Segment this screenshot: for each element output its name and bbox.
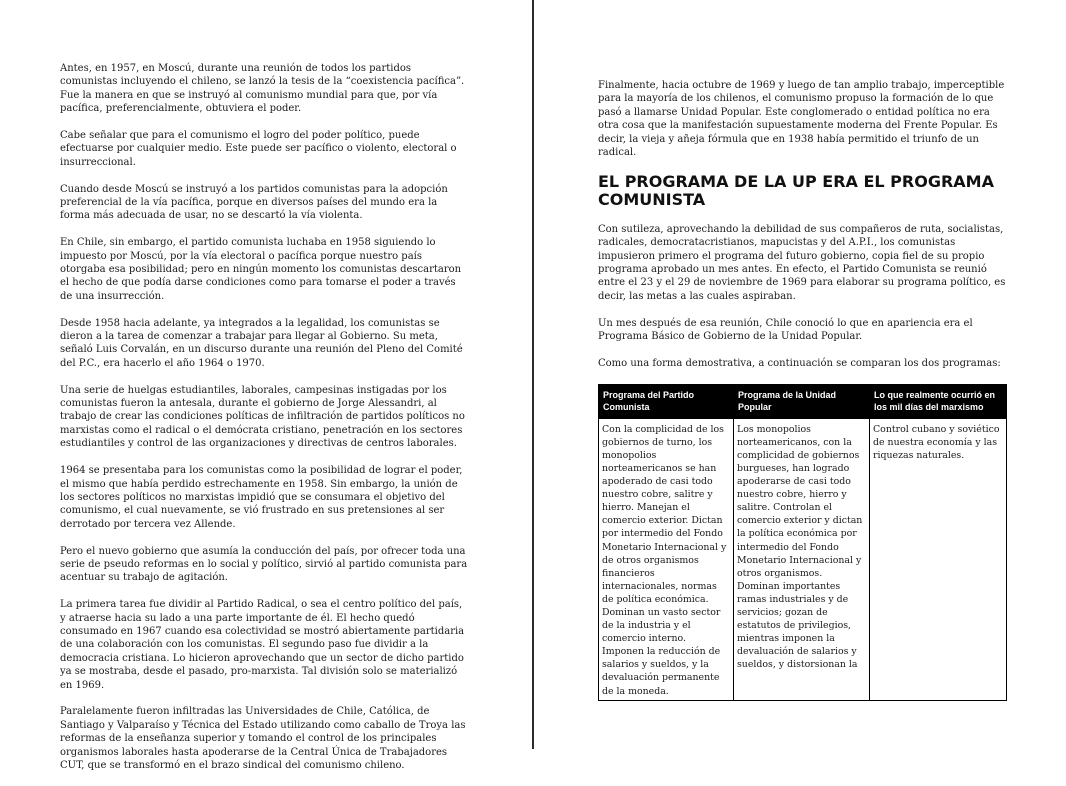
paragraph: Antes, en 1957, en Moscú, durante una reunión de todos los partidos comunistas incluyendo el chileno, se lanzó la tesis de la “coexistencia pacífica”. Fue la manera en que se instruyó al comunismo mundial para que, por vía pacífica, preferencialmente, obtuviera el poder. — [60, 63, 465, 115]
paragraph: Un mes después de esa reunión, Chile conoció lo que en apariencia era el Programa Básico de Gobierno de la Unidad Popular. — [598, 317, 973, 343]
paragraph: Pero el nuevo gobierno que asumía la conducción del país, por ofrecer toda una serie de pseudo reformas en lo social y político, sirvió al partido comunista para acentuar su trabajo de agitación. — [60, 545, 468, 584]
table-cell: Control cubano y soviético de nuestra economía y las riquezas naturales. — [870, 418, 1007, 700]
comparison-table — [598, 384, 1007, 701]
table-cell: Los monopolios norteamericanos, con la complicidad de gobiernos burgueses, han logrado apoderarse de casi todo nuestro cobre, hierro y salitre. Controlan el comercio exterior y dictan la política económica por intermedio del Fondo Monetario Internacional y otros organismos. Dominan importantes ramas industriales y de servicios; gozan de estatutos de privilegios, mientras imponen la devaluación de salarios y sueldos, y distorsionan la — [734, 418, 870, 700]
paragraph: Como una forma demostrativa, a continuación se comparan los dos programas: — [598, 357, 1001, 369]
paragraph: La primera tarea fue dividir al Partido Radical, o sea el centro político del país, y atraerse hacia su lado a una parte importante de él. El hecho quedó consumado en 1967 cuando esa colectividad se mostró abiertamente partidaria de una colaboración con los comunistas. El segundo paso fue dividir a la democracia cristiana. Lo hicieron aprovechando que un sector de dicho partido ya se mostraba, desde el pasado, pro-marxista. Tal división solo se materializó en 1969. — [60, 599, 465, 691]
paragraph: En Chile, sin embargo, el partido comunista luchaba en 1958 siguiendo lo impuesto por Moscú, por la vía electoral o pacífica porque nuestro país otorgaba esa posibilidad; pero en ningún momento los comunistas descartaron el hecho de que podía darse condiciones como para tomarse el poder a través de una insurrección. — [60, 237, 462, 302]
paragraph: Una serie de huelgas estudiantiles, laborales, campesinas instigadas por los comunistas fueron la antesala, durante el gobierno de Jorge Alessandri, al trabajo de crear las condiciones políticas de infiltración de partidos políticos no marxistas como el radical o el demócrata cristiano, penetración en los sectores estudiantiles y control de las organizaciones y directivas de centros laborales. — [60, 384, 465, 450]
paragraph: Desde 1958 hacia adelante, ya integrados a la legalidad, los comunistas se dieron a la tarea de comenzar a trabajar para llegar al Gobierno. Su meta, señaló Luis Corvalán, en un discurso durante una reunión del Pleno del Comité del P.C., era hacerlo el año 1964 o 1970. — [60, 317, 463, 369]
table-cell: Con la complicidad de los gobiernos de turno, los monopolios norteamericanos se han apoderado de casi todo nuestro cobre, salitre y hierro. Manejan el comercio exterior. Dictan por intermedio del Fondo Monetario Internacional y de otros organismos financieros internacionales, normas de política económica. Dominan un vasto sector de la industria y el comercio interno. Imponen la reducción de salarios y sueldos, y la devaluación permanente de la moneda. — [599, 418, 734, 700]
section-heading: EL PROGRAMA DE LA UP ERA EL PROGRAMA COMUNISTA — [598, 171, 994, 210]
paragraph: Cuando desde Moscú se instruyó a los partidos comunistas para la adopción preferencial de la vía pacífica, porque en diversos países del mundo era la forma más adecuada de usar, no se descartó la vía violenta. — [60, 183, 448, 222]
column-header: Lo que realmente ocurrió en los mil días del marxismo — [870, 384, 1007, 418]
column-header: Programa de la Unidad Popular — [734, 384, 870, 418]
paragraph: Con sutileza, aprovechando la debilidad de sus compañeros de ruta, socialistas, radicales, democratacristianos, mapucistas y del A.P.I., los comunistas impusieron primero el programa del futuro gobierno, copia fiel de su propio programa aprobado un mes antes. En efecto, el Partido Comunista se reunió entre el 23 y el 29 de noviembre de 1969 para elaborar su programa político, es decir, las metas a las cuales aspiraban. — [598, 223, 1006, 302]
text-column-left — [60, 62, 470, 786]
table-header-row — [599, 384, 1007, 418]
column-header: Programa del Partido Comunista — [599, 384, 734, 418]
paragraph: Paralelamente fueron infiltradas las Universidades de Chile, Católica, de Santiago y Valparaíso y Técnica del Estado utilizando como caballo de Troya las reformas de la enseñanza superior y tomando el control de los principales organismos laborales hasta apoderarse de la Central Única de Trabajadores CUT, que se transformó en el brazo sindical del comunismo chileno. — [60, 706, 466, 771]
intro-paragraph: Finalmente, hacia octubre de 1969 y luego de tan amplio trabajo, imperceptible para la mayoría de los chilenos, el comunismo propuso la formación de lo que pasó a llamarse Unidad Popular. Este conglomerado o entidad política no era otra cosa que la manifestación supuestamente moderna del Frente Popular. Es decir, la vieja y añeja fórmula que en 1938 había permitido el triunfo de un radical. — [598, 80, 1005, 159]
paragraph: 1964 se presentaba para los comunistas como la posibilidad de lograr el poder, el mismo que había perdido estrechamente en 1958. Sin embargo, la unión de los sectores políticos no marxistas impidió que se consumara el objetivo del comunismo, el cual nuevamente, se vió frustrado en sus pretensiones al ser derrotado por tercera vez Allende. — [60, 465, 463, 530]
text-column-right — [598, 79, 1010, 701]
document-page-left — [0, 0, 532, 771]
document-page-right — [534, 0, 1066, 749]
paragraph: Cabe señalar que para el comunismo el logro del poder político, puede efectuarse por cualquier medio. Este puede ser pacífico o violento, electoral o insurreccional. — [60, 130, 457, 168]
table-row — [599, 418, 1007, 700]
